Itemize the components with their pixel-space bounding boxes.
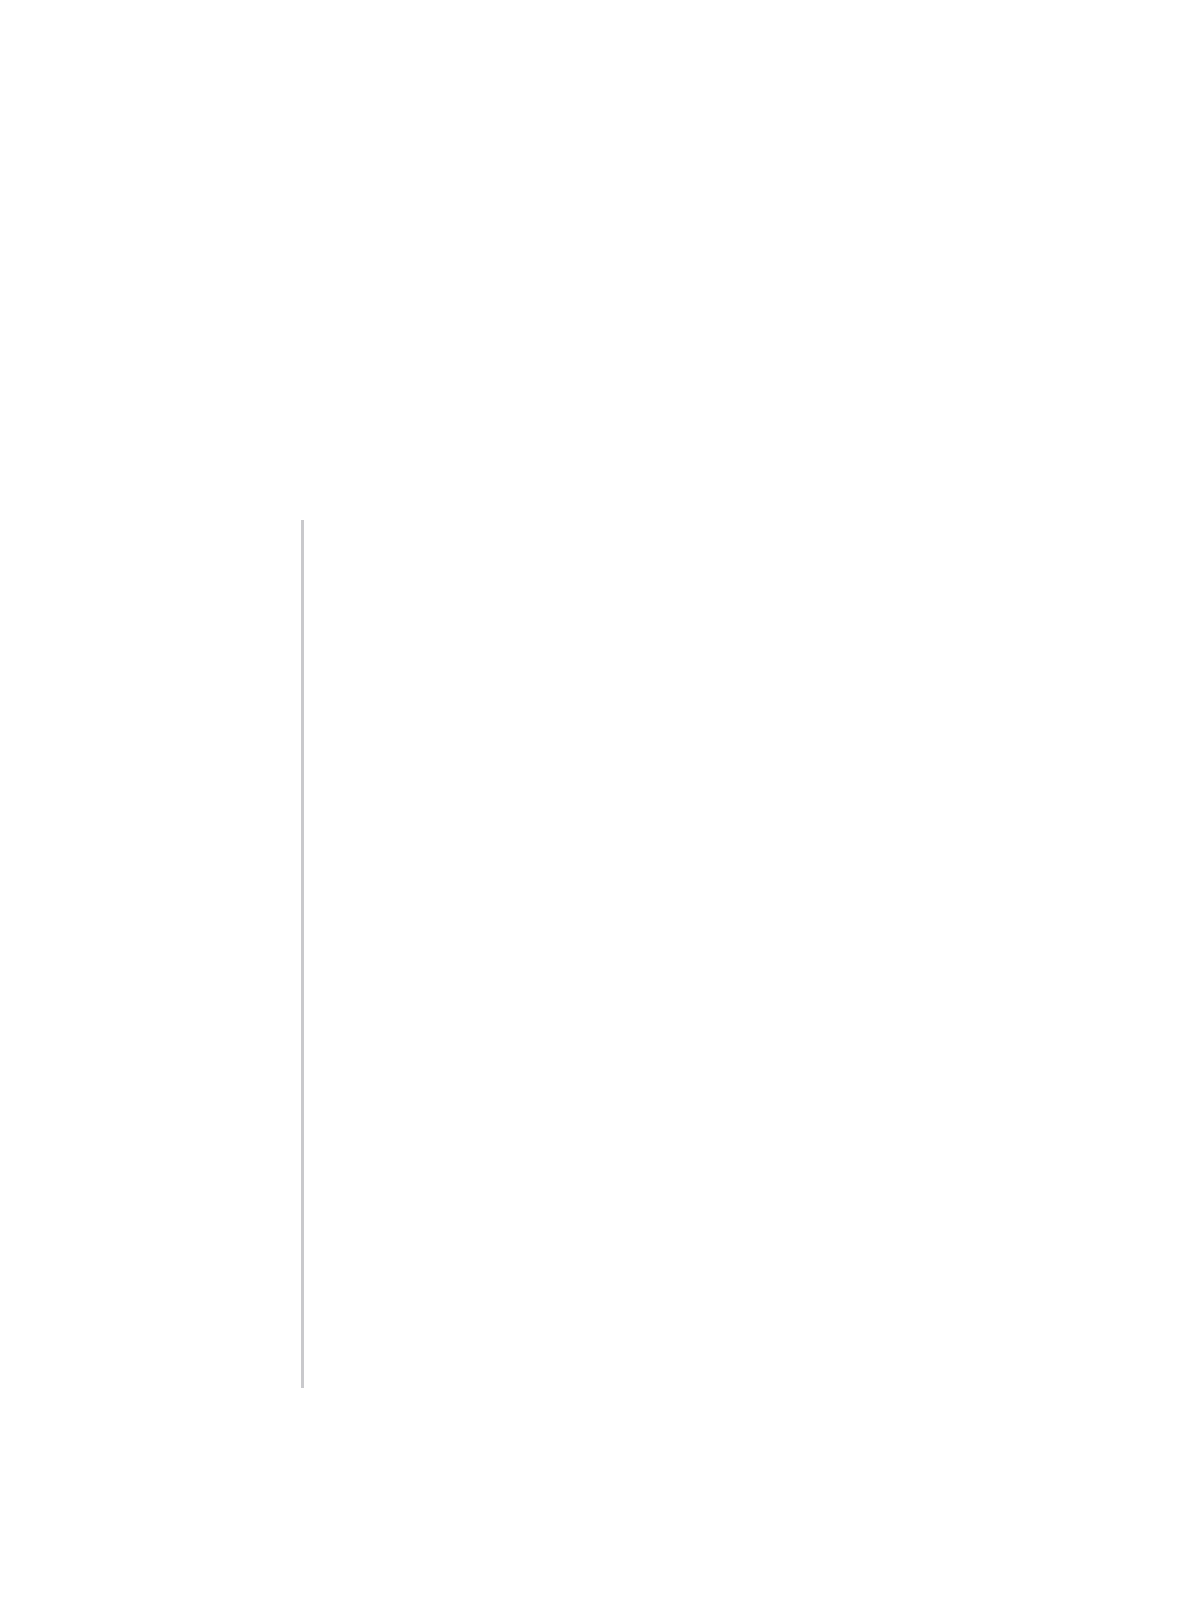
about-series	[328, 518, 1118, 530]
avatar-elizabeth-stevens	[83, 503, 186, 624]
author-sidebar	[83, 520, 293, 924]
page-footer	[83, 1542, 147, 1562]
avatar-sandra-marchese-johnson	[83, 785, 186, 906]
avatar-mark-johnson	[83, 644, 186, 765]
fitzpatrick-figure	[340, 1096, 1100, 1426]
column-divider	[301, 520, 304, 1388]
